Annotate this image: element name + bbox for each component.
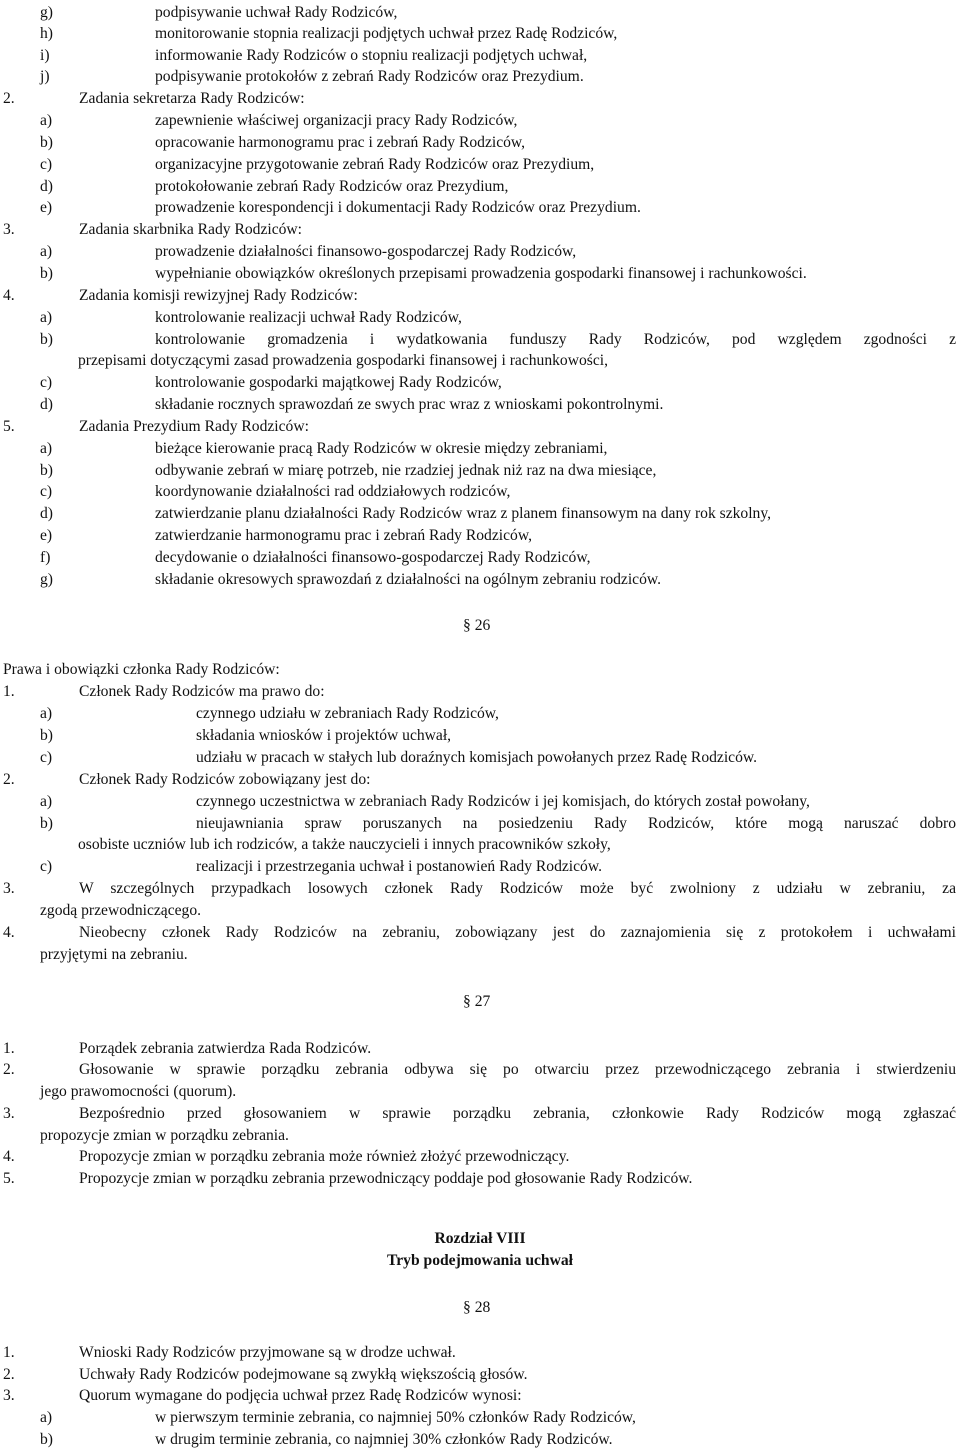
list-item-text: realizacji i przestrzegania uchwał i postanowień Rady Rodziców.: [196, 858, 603, 875]
list-label: b): [40, 462, 53, 479]
point-text: Porządek zebrania zatwierdza Rada Rodziców.: [79, 1040, 372, 1057]
list-label: c): [40, 374, 53, 391]
point-text: Quorum wymagane do podjęcia uchwał przez Radę Rodziców wynosi:: [79, 1387, 522, 1404]
list-label: a): [40, 1409, 53, 1426]
list-item-text: organizacyjne przygotowanie zebrań Rady Rodziców oraz Prezydium,: [155, 156, 595, 173]
list-label: c): [40, 749, 53, 766]
point-number: 3.: [3, 880, 15, 897]
list-label: b): [40, 331, 53, 348]
list-label: c): [40, 483, 53, 500]
list-item-text: kontrolowanie realizacji uchwał Rady Rodziców,: [155, 309, 462, 326]
list-label: f): [40, 549, 51, 566]
point-text: Wnioski Rady Rodziców przyjmowane są w drodze uchwał.: [79, 1344, 456, 1361]
list-label: b): [40, 134, 53, 151]
chapter-subtitle: Tryb podejmowania uchwał: [387, 1252, 573, 1269]
list-label: c): [40, 156, 53, 173]
list-label: b): [40, 727, 53, 744]
list-item-text: monitorowanie stopnia realizacji podjętych uchwał przez Radę Rodziców,: [155, 25, 618, 42]
point-number: 3.: [3, 1105, 15, 1122]
list-item-text: czynnego udziału w zebraniach Rady Rodziców,: [196, 705, 499, 722]
list-item-text: decydowanie o działalności finansowo-gospodarczej Rady Rodziców,: [155, 549, 591, 566]
point-text: Nieobecny członek Rady Rodziców na zebraniu, zobowiązany jest do zaznajomienia się z protokołem i uchwałami: [79, 924, 956, 941]
point-number: 4.: [3, 287, 15, 304]
point-number: 2.: [3, 1366, 15, 1383]
point-text: Uchwały Rady Rodziców podejmowane są zwykłą większością głosów.: [79, 1366, 528, 1383]
list-label: a): [40, 243, 53, 260]
list-item-text: informowanie Rady Rodziców o stopniu realizacji podjętych uchwał,: [155, 47, 588, 64]
point-number: 2.: [3, 90, 15, 107]
point-number: 4.: [3, 924, 15, 941]
list-item-text: składanie rocznych sprawozdań ze swych prac wraz z wnioskami pokontrolnymi.: [155, 396, 664, 413]
list-item-text: nieujawniania spraw poruszanych na posiedzeniu Rady Rodziców, które mogą naruszać dobro: [196, 815, 956, 832]
list-label: b): [40, 265, 53, 282]
section-heading: § 26: [463, 617, 491, 634]
list-label: h): [40, 25, 53, 42]
point-text: Bezpośrednio przed głosowaniem w sprawie porządku zebrania, członkowie Rady Rodziców mogą zgłaszać: [79, 1105, 956, 1122]
list-item-text: zatwierdzanie planu działalności Rady Rodziców wraz z planem finansowym na dany rok szkolny,: [155, 505, 772, 522]
list-item-text: koordynowanie działalności rad oddziałowych rodziców,: [155, 483, 511, 500]
point-title: Zadania sekretarza Rady Rodziców:: [79, 90, 305, 107]
list-label: g): [40, 571, 53, 588]
point-number: 1.: [3, 1344, 15, 1361]
point-continuation: zgodą przewodniczącego.: [40, 902, 202, 919]
list-item-text: czynnego uczestnictwa w zebraniach Rady Rodziców i jej komisjach, do których został powołany,: [196, 793, 810, 810]
list-item-text: podpisywanie protokołów z zebrań Rady Rodziców oraz Prezydium.: [155, 68, 584, 85]
list-label: a): [40, 112, 53, 129]
list-label: g): [40, 4, 53, 21]
point-number: 1.: [3, 1040, 15, 1057]
point-number: 3.: [3, 1387, 15, 1404]
list-item-text: w pierwszym terminie zebrania, co najmniej 50% członków Rady Rodziców,: [155, 1409, 636, 1426]
point-continuation: jego prawomocności (quorum).: [40, 1083, 237, 1100]
point-title: Zadania Prezydium Rady Rodziców:: [79, 418, 309, 435]
list-item-text: kontrolowanie gospodarki majątkowej Rady Rodziców,: [155, 374, 502, 391]
point-number: 5.: [3, 418, 15, 435]
point-title: Zadania komisji rewizyjnej Rady Rodziców:: [79, 287, 358, 304]
point-text: Głosowanie w sprawie porządku zebrania odbywa się po otwarciu przez przewodniczącego zebrania i stwierdzeniu: [79, 1061, 956, 1078]
list-item-text: zatwierdzanie harmonogramu prac i zebrań Rady Rodziców,: [155, 527, 532, 544]
point-continuation: przyjętymi na zebraniu.: [40, 946, 188, 963]
list-item-text: zapewnienie właściwej organizacji pracy Rady Rodziców,: [155, 112, 518, 129]
list-label: b): [40, 815, 53, 832]
list-item-text: odbywanie zebrań w miarę potrzeb, nie rzadziej jednak niż raz na dwa miesiące,: [155, 462, 657, 479]
point-title: Członek Rady Rodziców zobowiązany jest do:: [79, 771, 371, 788]
point-number: 2.: [3, 771, 15, 788]
list-item-continuation: osobiste uczniów lub ich rodziców, a także nauczycieli i innych pracowników szkoły,: [78, 836, 611, 853]
list-label: i): [40, 47, 50, 64]
point-number: 4.: [3, 1148, 15, 1165]
list-item-text: składania wniosków i projektów uchwał,: [196, 727, 452, 744]
list-label: d): [40, 178, 53, 195]
point-title: Członek Rady Rodziców ma prawo do:: [79, 683, 325, 700]
list-label: a): [40, 309, 53, 326]
list-item-text: bieżące kierowanie pracą Rady Rodziców w okresie między zebraniami,: [155, 440, 608, 457]
list-label: d): [40, 396, 53, 413]
point-number: 2.: [3, 1061, 15, 1078]
list-label: c): [40, 858, 53, 875]
point-text: Propozycje zmian w porządku zebrania przewodniczący poddaje pod głosowanie Rady Rodziców.: [79, 1170, 693, 1187]
point-number: 5.: [3, 1170, 15, 1187]
list-item-text: protokołowanie zebrań Rady Rodziców oraz Prezydium,: [155, 178, 509, 195]
point-number: 3.: [3, 221, 15, 238]
point-text: W szczególnych przypadkach losowych członek Rady Rodziców może być zwolniony z udziału w zebraniu, za: [79, 880, 956, 897]
list-label: j): [40, 68, 50, 85]
section-heading: § 28: [463, 1299, 491, 1316]
section-heading: § 27: [463, 993, 491, 1010]
list-item-text: składanie okresowych sprawozdań z działalności na ogólnym zebraniu rodziców.: [155, 571, 662, 588]
list-label: a): [40, 440, 53, 457]
list-item-text: kontrolowanie gromadzenia i wydatkowania funduszy Rady Rodziców, pod względem zgodności z: [155, 331, 956, 348]
point-text: Propozycje zmian w porządku zebrania może również złożyć przewodniczący.: [79, 1148, 570, 1165]
point-title: Zadania skarbnika Rady Rodziców:: [79, 221, 303, 238]
list-label: e): [40, 527, 53, 544]
list-label: a): [40, 705, 53, 722]
point-continuation: propozycje zmian w porządku zebrania.: [40, 1127, 289, 1144]
chapter-title: Rozdział VIII: [434, 1230, 526, 1247]
list-item-text: podpisywanie uchwał Rady Rodziców,: [155, 4, 398, 21]
list-label: d): [40, 505, 53, 522]
list-item-continuation: przepisami dotyczącymi zasad prowadzenia gospodarki finansowej i rachunkowości,: [78, 352, 609, 369]
list-label: a): [40, 793, 53, 810]
list-item-text: w drugim terminie zebrania, co najmniej 30% członków Rady Rodziców.: [155, 1431, 613, 1448]
point-number: 1.: [3, 683, 15, 700]
list-item-text: prowadzenie działalności finansowo-gospodarczej Rady Rodziców,: [155, 243, 577, 260]
list-item-text: opracowanie harmonogramu prac i zebrań Rady Rodziców,: [155, 134, 526, 151]
list-item-text: wypełnianie obowiązków określonych przepisami prowadzenia gospodarki finansowej i rachunkowości.: [155, 265, 807, 282]
list-item-text: prowadzenie korespondencji i dokumentacji Rady Rodziców oraz Prezydium.: [155, 199, 641, 216]
list-label: b): [40, 1431, 53, 1448]
section-intro: Prawa i obowiązki członka Rady Rodziców:: [3, 661, 280, 678]
list-item-text: udziału w pracach w stałych lub doraźnych komisjach powołanych przez Radę Rodziców.: [196, 749, 758, 766]
list-label: e): [40, 199, 53, 216]
